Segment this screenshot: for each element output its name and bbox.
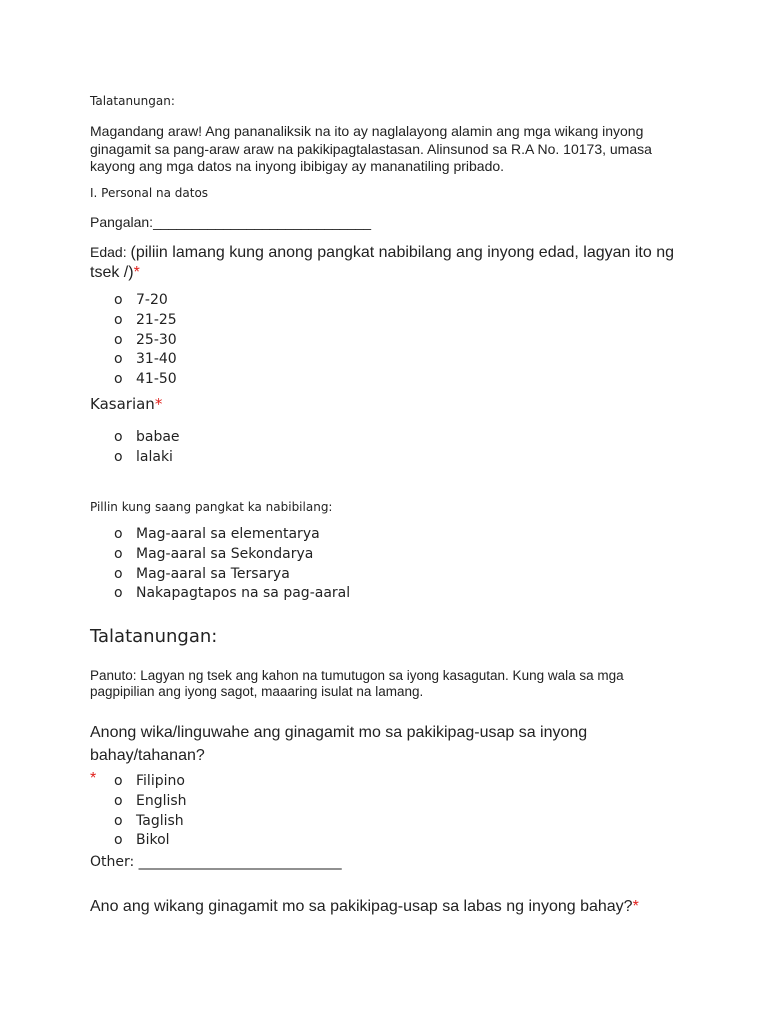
bullet-icon: o: [114, 292, 123, 308]
list-item[interactable]: o babae: [114, 428, 180, 448]
list-item[interactable]: o Bikol: [114, 831, 187, 851]
bullet-icon: o: [114, 773, 123, 789]
required-asterisk: *: [632, 898, 639, 915]
age-question: [90, 242, 690, 283]
other-label: Other:: [90, 854, 139, 870]
sex-question: [90, 395, 162, 413]
bullet-icon: o: [114, 331, 123, 348]
document-title: Talatanungan:: [90, 94, 175, 108]
other-field[interactable]: [90, 854, 342, 870]
list-item[interactable]: o Filipino: [114, 772, 187, 792]
bullet-icon: o: [114, 526, 123, 542]
group-options-list: [114, 525, 350, 604]
bullet-icon: o: [114, 812, 123, 829]
question-outside-language: [90, 898, 639, 916]
list-item[interactable]: o lalaki: [114, 448, 180, 468]
intro-paragraph: Magandang araw! Ang pananaliksik na ito ay naglalayong alamin ang mga wikang inyong ginagamit sa pang-araw araw na pakikipagtalastasan. Alinsunod sa R.A No. 10173, umasa kayong ang mga datos na inyong ibibigay ay mananatiling pribado.: [90, 123, 652, 174]
question-text: Ano ang wikang ginagamit mo sa pakikipag-usap sa labas ng inyong bahay?: [90, 898, 633, 915]
list-item[interactable]: o 41-50: [114, 370, 177, 390]
bullet-icon: o: [114, 448, 123, 465]
other-blank-line[interactable]: _____________________________: [138, 854, 342, 870]
list-item[interactable]: o 25-30: [114, 331, 177, 351]
list-item[interactable]: o 7-20: [114, 291, 177, 311]
group-question: Pillin kung saang pangkat ka nabibilang:: [90, 500, 333, 514]
list-item[interactable]: o 31-40: [114, 350, 177, 370]
sex-label: Kasarian: [90, 395, 155, 413]
home-language-options-list: [114, 772, 187, 851]
questionnaire-heading: Talatanungan:: [90, 626, 218, 647]
name-label: Pangalan:: [90, 214, 154, 230]
list-item[interactable]: o Taglish: [114, 812, 187, 832]
required-asterisk: *: [133, 264, 140, 281]
question-text: Anong wika/linguwahe ang ginagamit mo sa pakikipag-usap sa inyong bahay/tahanan?: [90, 724, 588, 764]
name-field[interactable]: [90, 214, 371, 230]
list-item[interactable]: o Nakapagtapos na sa pag-aaral: [114, 584, 350, 604]
list-item[interactable]: o 21-25: [114, 311, 177, 331]
required-asterisk: *: [154, 395, 163, 413]
bullet-icon: o: [114, 429, 123, 445]
bullet-icon: o: [114, 792, 123, 809]
sex-options-list: [114, 428, 180, 468]
bullet-icon: o: [114, 565, 123, 582]
bullet-icon: o: [114, 832, 123, 849]
bullet-icon: o: [114, 585, 123, 602]
personal-section-heading: I. Personal na datos: [90, 186, 209, 200]
list-item[interactable]: o Mag-aaral sa elementarya: [114, 525, 350, 545]
bullet-icon: o: [114, 311, 123, 328]
list-item[interactable]: o English: [114, 792, 187, 812]
list-item[interactable]: o Mag-aaral sa Tersarya: [114, 565, 350, 585]
bullet-icon: o: [114, 351, 123, 368]
age-question-text: (piliin lamang kung anong pangkat nabibilang ang inyong edad, lagyan ito ng tsek /): [90, 244, 675, 281]
instructions-paragraph: Panuto: Lagyan ng tsek ang kahon na tumutugon sa iyong kasagutan. Kung wala sa mga pagpipilian ang iyong sagot, maaaring isulat na lamang.: [90, 668, 624, 699]
list-item[interactable]: o Mag-aaral sa Sekondarya: [114, 545, 350, 565]
age-label: Edad:: [90, 244, 131, 260]
name-blank-line[interactable]: ____________________________: [153, 214, 372, 230]
bullet-icon: o: [114, 545, 123, 562]
bullet-icon: o: [114, 371, 123, 388]
age-options-list: [114, 291, 177, 390]
required-asterisk: *: [90, 770, 97, 787]
